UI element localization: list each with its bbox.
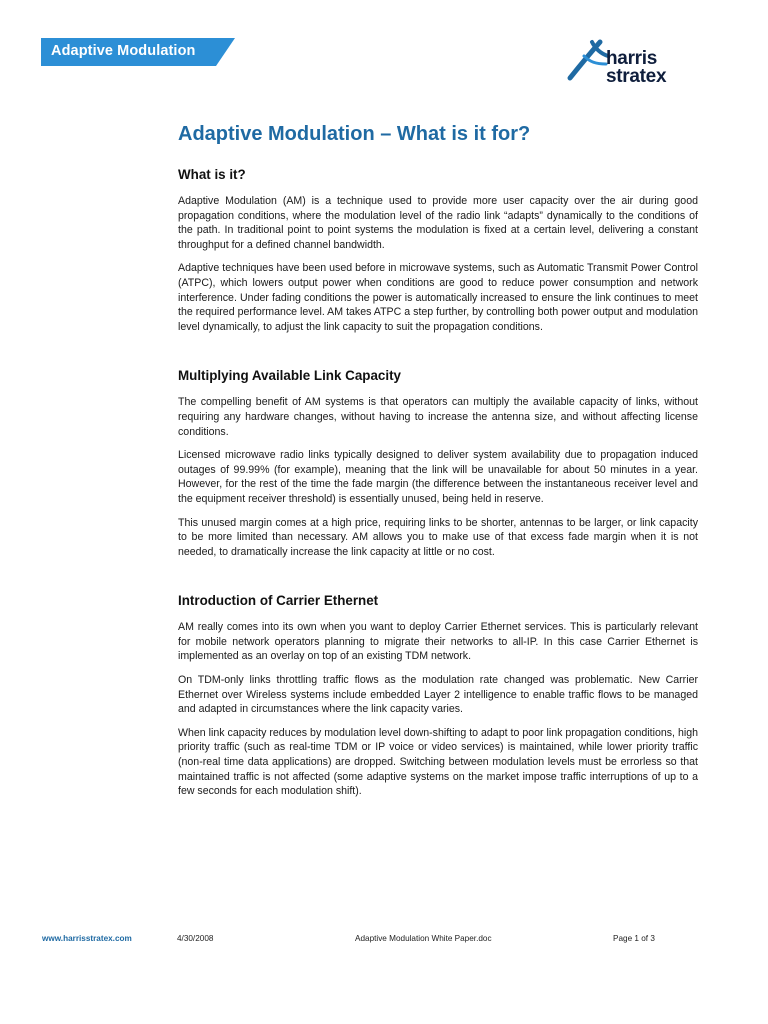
- company-logo: [566, 38, 716, 90]
- logo-text-line1: harris: [606, 48, 658, 69]
- harris-stratex-logo-icon: [566, 38, 610, 90]
- paragraph: AM really comes into its own when you want to deploy Carrier Ethernet services. This is particularly relevant for mobile network operators planning to migrate their networks to all-IP. In this case Carrier Ethernet is implemented as an overlay on top of an existing TDM network.: [178, 621, 698, 663]
- header-banner: [41, 38, 235, 66]
- section-multiplying-capacity: [178, 367, 698, 559]
- paragraph: Licensed microwave radio links typically designed to deliver system availability due to propagation induced outages of 99.99% (for example), meaning that the link will be unavailable for about 50 minutes in a year. However, for the rest of the time the fade margin (the difference between the instantaneous receiver level and the equipment receiver threshold) is essentially unused, being held in reserve.: [178, 449, 698, 505]
- paragraph: When link capacity reduces by modulation level down-shifting to adapt to poor link propagation conditions, high priority traffic (such as real-time TDM or IP voice or video services) is maintained, while lower priority traffic (non-real time data applications) are dropped. Switching between modulation levels must be errorless so that maintained traffic is not affected (some adaptive systems on the market impose traffic interruptions of up to a few seconds for each modulation shift).: [178, 726, 698, 798]
- document-body: [178, 120, 698, 808]
- banner-label: Adaptive Modulation: [51, 43, 196, 59]
- section-heading: Multiplying Available Link Capacity: [178, 368, 401, 384]
- footer-date: 4/30/2008: [177, 934, 214, 943]
- paragraph: Adaptive Modulation (AM) is a technique used to provide more user capacity over the air during good propagation conditions, where the modulation level of the radio link “adapts” dynamically to the conditions of the path. In traditional point to point systems the modulation is fixed at a certain level, delivering a constant throughput for a defined channel bandwidth.: [178, 195, 698, 251]
- footer-page-number: Page 1 of 3: [613, 934, 655, 943]
- paragraph: Adaptive techniques have been used before in microwave systems, such as Automatic Transmit Power Control (ATPC), which lowers output power when conditions are good to reduce power consumption and network interference. Under fading conditions the power is automatically increased to ensure the link continues to meet the required performance level. AM takes ATPC a step further, by controlling both power output and modulation level dynamically, to adjust the link capacity to suit the propagation conditions.: [178, 262, 698, 333]
- footer-url-link[interactable]: www.harrisstratex.com: [42, 934, 132, 943]
- section-carrier-ethernet: [178, 592, 698, 799]
- section-heading: What is it?: [178, 167, 246, 182]
- footer-filename: Adaptive Modulation White Paper.doc: [355, 934, 492, 943]
- section-what-is-it: [178, 166, 698, 334]
- section-heading: Introduction of Carrier Ethernet: [178, 593, 379, 609]
- paragraph: This unused margin comes at a high price, requiring links to be shorter, antennas to be larger, or link capacity to be more limited than necessary. AM allows you to make use of that excess fade margin when it is not needed, to dramatically increase the link capacity at little or no cost.: [178, 516, 698, 558]
- logo-text-line2: stratex: [606, 66, 667, 87]
- paragraph: The compelling benefit of AM systems is that operators can multiply the available capacity of links, without requiring any hardware changes, without having to increase the antenna size, and without affecting license conditions.: [178, 396, 698, 438]
- page-footer: [0, 934, 768, 948]
- document-title: Adaptive Modulation – What is it for?: [178, 123, 531, 145]
- paragraph: On TDM-only links throttling traffic flows as the modulation rate changed was problematic. New Carrier Ethernet over Wireless systems include embedded Layer 2 intelligence to enable traffic flows to be managed and adapted in circumstances where the link capacity varies.: [178, 674, 698, 716]
